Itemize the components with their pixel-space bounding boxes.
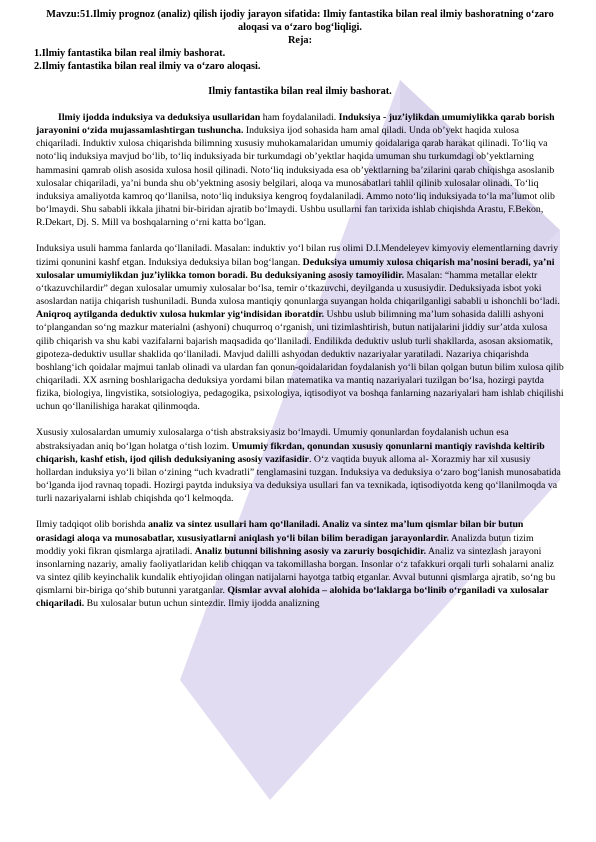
section-title: Ilmiy fantastika bilan real ilmiy bashorat.: [208, 86, 392, 97]
bold-text: Ilmiy ijodda induksiya va deduksiya usullaridan: [58, 112, 261, 123]
body-text: Induksiya ijod sohasida ham amal qiladi. Unda ob’yekt haqida xulosa chiqariladi. Induktiv xulosa chiqarishda bilimning xususiy muhokamalaridan umumiy qoidalariga qarab harakat qilinadi. To‘liq va noto‘liq induksiya mavjud bo‘lib, to‘liq induksiyada bir turkumdagi ob’yektlar haqida umuman shu turkumdagi ob’yektlarning hammasini qamrab olish asosida xulosa hosil qilinadi. Noto‘liq induksiyada esa ob’yektlarning ba’zilarini qarab chiqishga asoslanib xulosalar chiqariladi, ya’ni bunda shu ob’yektning asosiy belgilari, aloqa va munosabatlari tahlil qilinib xulosalar olinadi. To‘liq induksiya amaliyotda kamroq qo‘llanilsa, noto‘liq induksiya kengroq foydalaniladi. Ammo noto‘liq induksiyada to‘la ma’lumot olib bo‘lmaydi. Shu sababli ikkala jihatni bir-biridan ajratib bo‘lmaydi. Ushbu usullarni fan tarixida ishlab chiqishda Arastu, F.Bekon, R.Dekart, Dj. S. Mill va boshqalarning o‘rni katta bo‘lgan.: [36, 125, 555, 229]
paragraph-deduction: [36, 242, 564, 413]
body-text: Analizda butun tizim moddiy yoki fikran qismlarga ajratiladi.: [36, 532, 534, 557]
body-text: ham foydalaniladi.: [260, 112, 339, 123]
plan-item-1: 1.Ilmiy fantastika bilan real ilmiy bashorat.: [34, 48, 226, 59]
document-title: Mavzu:51.Ilmiy prognoz (analiz) qilish ijodiy jarayon sifatida: Ilmiy fantastika bilan real ilmiy bashoratning o‘zaro aloqasi va o‘zaro bog‘liqligi.: [46, 9, 554, 33]
bold-text: Umumiy fikrdan, qonundan xususiy qonunlarni mantiqiy ravishda keltirib chiqarish, kashf etish, ijod qilish deduksiyaning asosiy vazifasidir: [36, 440, 545, 465]
body-text: Analiz va sintezlash jarayoni insonlarning nazariy, amaliy faoliyatlaridan kelib chiqqan va takomillasha borgan. Insonlar o‘z tafakkuri orqali turli sohalarni analiz va sintez qilib keyinchalik kundalik ehtiyojidan olingan natijalarni hayotga tatbiq etganlar. Avval butunni qismlarga ajratib, so‘ng bu qismlarni bir-biriga qo‘shib butunni yaratganlar.: [36, 545, 556, 597]
bold-text: Deduksiya umumiy xulosa chiqarish ma’nosini beradi, ya’ni xulosalar umumiylikdan juz’iylikka tomon boradi. Bu deduksiyaning asosiy tamoyilidir.: [36, 256, 555, 281]
bold-text: Aniqroq aytilganda deduktiv xulosa hukmlar yig‘indisidan iboratdir.: [36, 309, 325, 321]
body-text: Bu xulosalar butun uchun sintezdir. Ilmiy ijodda analizning: [84, 598, 320, 610]
plan-heading: Reja:: [287, 35, 312, 46]
body-text: Xususiy xulosalardan umumiy xulosalarga o‘tish abstraksiyasiz bo‘lmaydi. Umumiy qonunlardan foydalanish uchun esa abstraksiyadan aniq bo‘lgan holatga o‘tish lozim.: [36, 427, 509, 452]
paragraph-induction-deduction: [36, 111, 564, 229]
body-text: Masalan: “hamma metallar elektr o‘tkazuvchilardir” degan xulosalar umumiy xulosalar bo‘lsa, temir o‘tkazuvchi, deyilganda u xususiydir. Deduksiyada isbot yoki asoslardan natija chiqarish tushuniladi. Bunda xulosa mantiqiy qonunlarga suyangan holda chiqarilganligi sababli u ishonchli bo‘ladi.: [36, 269, 560, 308]
document-content: [36, 8, 564, 610]
bold-text: Analiz butunni bilishning asosiy va zaruriy bosqichidir.: [194, 545, 427, 557]
plan-item-2: 2.Ilmiy fantastika bilan real ilmiy va o‘zaro aloqasi.: [34, 61, 261, 72]
bold-text: Induksiya - juz’iylikdan umumiylikka qarab borish jarayonini o‘zida mujassamlashtirgan tushuncha.: [36, 112, 555, 137]
bold-text: Qismlar avval alohida – alohida bo‘laklarga bo‘linib o‘rganiladi va xulosalar chiqariladi.: [36, 585, 549, 610]
paragraph-analysis-synthesis: [36, 518, 564, 610]
body-text: Induksiya usuli hamma fanlarda qo‘llaniladi. Masalan: induktiv yo‘l bilan rus olimi D.I.Mendeleyev kimyoviy elementlarning davriy tizimi qonunini kashf etgan. Induksiya deduksiya bilan bog‘langan.: [36, 243, 559, 268]
paragraph-abstraction: [36, 426, 564, 505]
body-text: . O‘z vaqtida buyuk alloma al- Xorazmiy har xil xususiy hollardan induksiya yo‘li bilan o‘zining “uch kvadratli” tenglamasini tuzgan. Induksiya va deduksiya o‘zaro bog‘lanish munosabatida bo‘lganda ijod ravnaq topadi. Hozirgi paytda induksiya va deduksiya usullari fan va texnikada, iqtisodiyotda keng qo‘llanilmoqda va turli nazariyalarni ishlab chiqishda qo‘l kelmoqda.: [36, 453, 561, 505]
body-text: Ushbu uslub bilimning ma’lum sohasida dalilli ashyoni to‘plangandan so‘ng mazkur materialni (ashyoni) chuqurroq o‘rganish, uni tizimlashtirish, butun natijalarini jiddiy sur’atda xulosa qilib chiqarish va shu kabi vazifalarni bajarish maqsadida qo‘llaniladi. Endilikda deduktiv uslub turli shakllarda, asosan aksiomatik, gipoteza-deduktiv usullar shaklida qo‘llaniladi. Mavjud dalilli ashyodan deduktiv nazariyalar yaratiladi. Nazariya chiqarishda boshlang‘ich qoidalar majmui tanlab olinadi va ulardan fan qonun-qoidalaridan foydalanish yo‘li bilan qolgan butun bilim xulosa qilib chiqariladi. XX asrning boshlarigacha deduksiya yordami bilan matematika va mantiq nazariyalari tuzilgan bo‘lsa, hozirgi paytda fizika, biologiya, lingvistika, sotsiologiya, pedagogika, psixologiya, iqtisodiyot va boshqa fanlarning nazariyalari ham ishlab chiqilishi uchun qo‘llanilishiga harakat qilinmoqda.: [36, 309, 564, 413]
bold-text: analiz va sintez usullari ham qo‘llaniladi. Analiz va sintez ma’lum qismlar bilan bir butun orasidagi aloqa va munosabatlar, xususiyatlarni aniqlash yo‘li bilan bilim beradigan jarayonlardir.: [36, 519, 524, 544]
body-text: Ilmiy tadqiqot olib borishda: [36, 519, 149, 531]
